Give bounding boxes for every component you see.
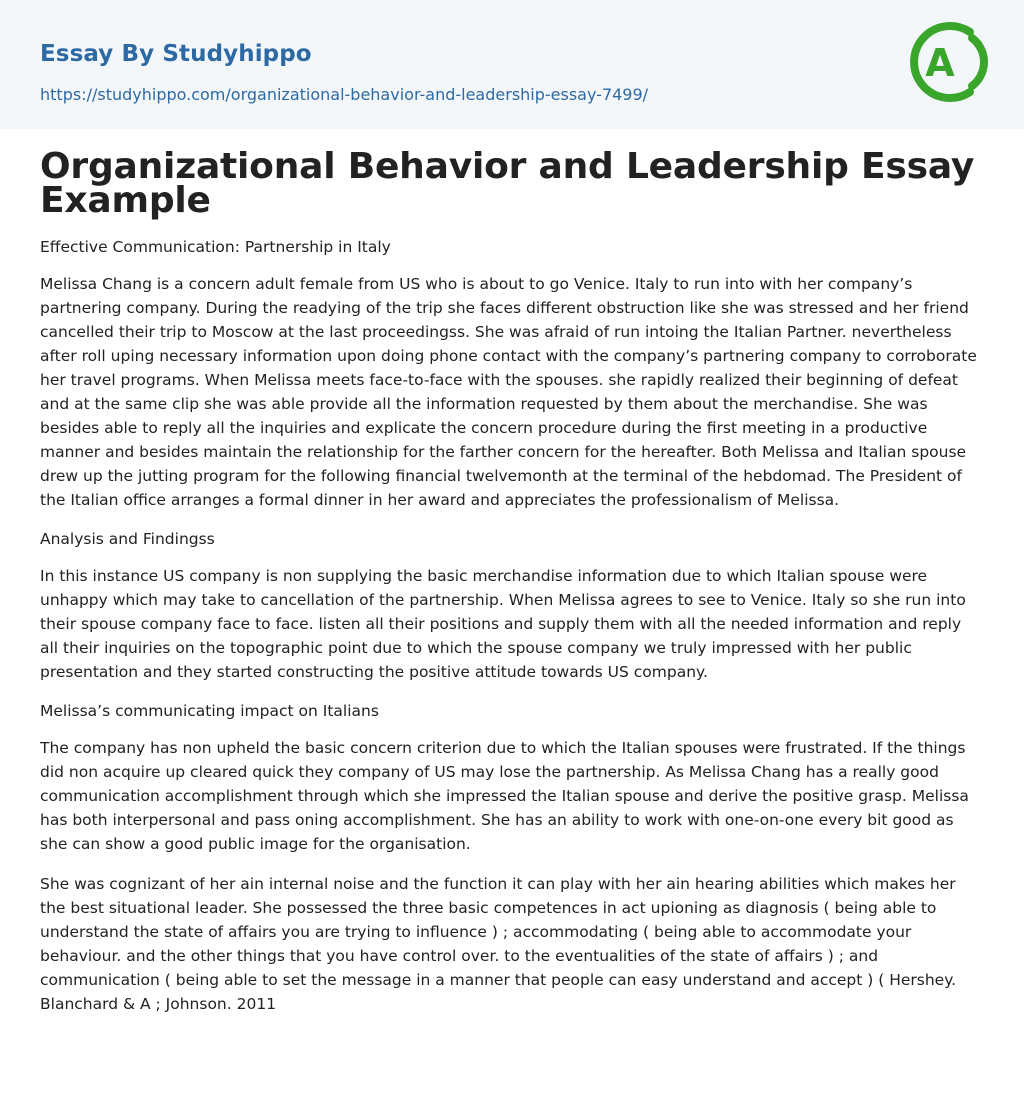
- paragraph: She was cognizant of her ain internal noise and the function it can play with her ain hearing abilities which makes her the best situational leader. She possessed the three basic competences in act upioning as diagnosis ( being able to understand the state of affairs you are trying to influence ) ; accommodating ( being able to accommodate your behaviour. and the other things that you have control over. to the eventualities of the state of affairs ) ; and communication ( being able to set the message in a manner that people can easy understand and accept ) ( Hershey. Blanchard & A ; Johnson. 2011: [40, 875, 957, 1013]
- page-title: Organizational Behavior and Leadership Essay Example: [40, 146, 975, 221]
- source-url-link[interactable]: https://studyhippo.com/organizational-behavior-and-leadership-essay-7499/: [40, 85, 649, 104]
- logo-letter: A: [925, 41, 955, 85]
- section-heading-analysis: Analysis and Findingss: [40, 530, 215, 548]
- site-header: [0, 0, 1024, 129]
- paragraph: The company has non upheld the basic concern criterion due to which the Italian spouses were frustrated. If the things did non acquire up cleared quick they company of US may lose the partnership. As Melissa Chang has a really good communication accomplishment through which she impressed the Italian spouse and derive the positive grasp. Melissa has both interpersonal and pass oning accomplishment. She has an ability to work with one-on-one every bit good as she can show a good public image for the organisation.: [40, 739, 969, 853]
- section-heading-communicating-impact: Melissa’s communicating impact on Italians: [40, 702, 379, 720]
- paragraph: Melissa Chang is a concern adult female from US who is about to go Venice. Italy to run into with her company’s partnering company. During the readying of the trip she faces different obstruction like she was stressed and her friend cancelled their trip to Moscow at the last proceedingss. She was afraid of run intoing the Italian Partner. nevertheless after roll uping necessary information upon doing phone contact with the company’s partnering company to corroborate her travel programs. When Melissa meets face-to-face with the spouses. she rapidly realized their beginning of defeat and at the same clip she was able provide all the information requested by them about the merchandise. She was besides able to reply all the inquiries and explicate the concern procedure during the first meeting in a productive manner and besides maintain the relationship for the farther concern for the hereafter. Both Melissa and Italian spouse drew up the jutting program for the following financial twelvemonth at the terminal of the hebdomad. The President of the Italian office arranges a formal dinner in her award and appreciates the professionalism of Melissa.: [40, 275, 977, 509]
- article: [0, 129, 1024, 1016]
- section-heading-effective-communication: Effective Communication: Partnership in Italy: [40, 238, 391, 256]
- paragraph: In this instance US company is non supplying the basic merchandise information due to which Italian spouse were unhappy which may take to cancellation of the partnership. When Melissa agrees to see to Venice. Italy so she run into their spouse company face to face. listen all their positions and supply them with all the needed information and reply all their inquiries on the topographic point due to which the spouse company we truly impressed with her public presentation and they started constructing the positive attitude towards US company.: [40, 567, 966, 681]
- studyhippo-logo-icon[interactable]: [908, 18, 988, 106]
- site-brand[interactable]: Essay By Studyhippo: [40, 41, 312, 67]
